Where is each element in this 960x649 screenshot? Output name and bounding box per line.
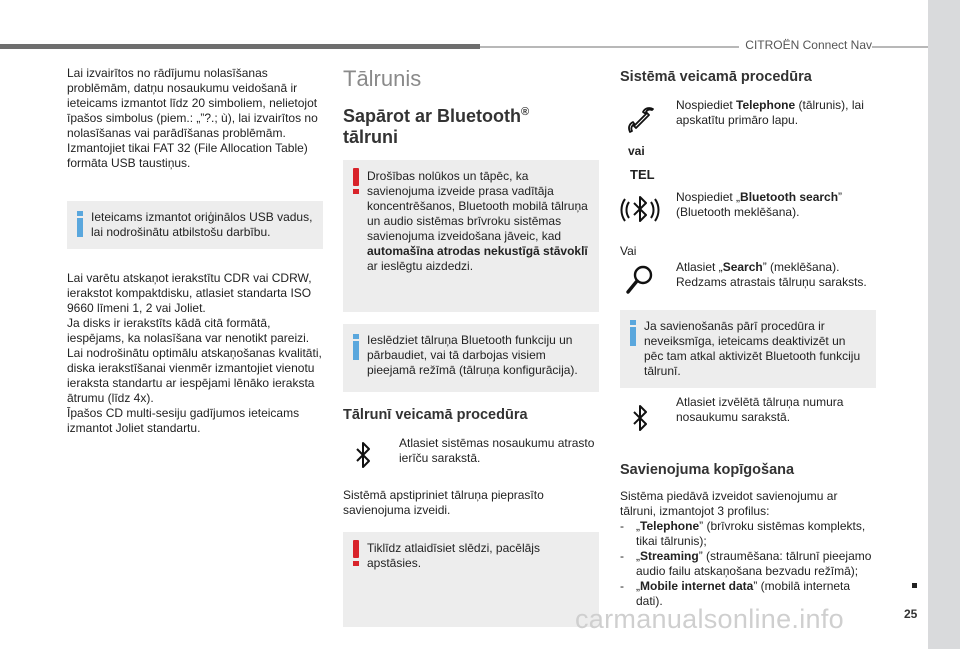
quote-open: „ [636,519,640,533]
column-3 [620,68,876,609]
bluetooth-icon [343,436,383,476]
info-icon [75,211,85,237]
sharing-title: Savienojuma kopīgošana [620,462,795,478]
profile-desc: ” (mobilā interneta dati). [636,579,851,608]
step-text-part: (tālrunis), lai apskatītu primāro lapu. [676,98,864,127]
header-rule-dark [0,44,480,49]
step-row [343,436,599,476]
watermark: carmanualsonline.info [575,604,844,634]
step-text-bold: Search [722,260,763,274]
step-row [620,98,876,144]
step-text-part: Atlasiet „ [676,260,723,274]
heading-line-1: Sapārot ar Bluetooth [343,106,522,126]
list-item [620,519,876,549]
profile-desc: ” (straumēšana: tālrunī pieejamo audio failu atskaņošana bezvadu režīmā); [636,549,872,578]
paragraph: Izmantojiet tikai FAT 32 (File Allocation Table) formāta USB taustiņus. [67,141,308,170]
profile-name: Streaming [640,549,699,563]
bluetooth-icon [620,399,660,439]
profile-desc: ” (brīvroku sistēmas komplekts, tikai tālrunis); [636,519,866,548]
warning-bold-text: automašīna atrodas nekustīgā stāvoklī [367,244,588,258]
warning-box [343,160,599,312]
page-number: 25 [904,607,918,621]
section-title: Tālrunis [343,66,422,91]
or-label: vai [628,144,645,158]
profile-name: Mobile internet data [640,579,754,593]
step-row [620,395,876,435]
info-icon [351,334,361,360]
warning-text-tail: ar ieslēgtu aizdedzi. [367,259,474,273]
info-icon [628,320,638,346]
paragraph: Ja disks ir ierakstīts kādā citā formātā, iespējams, ka nolasīšana var nenotikt pareizi. [67,316,310,345]
list-dash: - [620,519,624,533]
warning-icon [351,540,361,566]
warning-box [343,532,599,627]
paragraph: Lai izvairītos no rādījumu nolasīšanas problēmām, datņu nosaukumu veidošanā ir ieteicams izmantot līdz 20 simboliem, nelietojot īpašos simbolus (piem.: „”?.; ù), lai izvairītos no nolasīšanas vai parādīšanas problēmām. [67,66,318,140]
page-marker [912,583,917,588]
step-text-part: Nospiediet [676,98,737,112]
step-text-bold: Telephone [736,98,796,112]
info-box [620,310,876,388]
warning-text: Drošības nolūkos un tāpēc, ka savienojuma izveide prasa vadītāja koncentrēšanos, Bluetooth mobilā tālruņa un audio sistēmas brīvroku sistēmas savienojuma izveidošana jāveic, kad [367,169,588,243]
or-label: Vai [620,244,637,258]
warning-icon [351,168,361,194]
warning-text: Tiklīdz atlaidīsiet slēdzi, pacēlājs apstāsies. [367,541,540,570]
step-text-part: ” (Bluetooth meklēšana). [676,190,843,219]
bluetooth-search-icon [620,190,660,230]
info-box [67,201,323,249]
heading-line-2: tālruni [343,127,399,147]
column-2 [343,66,599,627]
column-1 [67,66,323,436]
system-procedure-title: Sistēmā veicamā procedūra [620,69,812,85]
profile-name: Telephone [640,519,700,533]
tel-label: TEL [630,167,655,182]
sharing-intro: Sistēma piedāvā izveidot savienojumu ar tālruni, izmantojot 3 profilus: [620,489,838,518]
list-item [620,549,876,579]
step-text: Atlasiet sistēmas nosaukumu atrasto ierīču sarakstā. [399,436,595,465]
registered-mark: ® [521,106,530,118]
info-box [343,324,599,392]
info-text: Ieteicams izmantot oriģinālos USB vadus, lai nodrošinātu atbilstošu darbību. [91,210,313,239]
step-text-bold: Bluetooth search [740,190,839,204]
info-text: Ja savienošanās pārī procedūra ir neveiksmīga, ieteicams deaktivizēt un pēc tam atkal aktivizēt Bluetooth funkciju tālrunī. [644,319,861,378]
step-row [620,190,876,230]
step-text [676,260,876,290]
quote-open: „ [636,579,640,593]
step-text-part: Nospiediet „ [676,190,741,204]
search-icon [620,260,660,300]
step-row [620,260,876,306]
paragraph: Sistēmā apstipriniet tālruņa pieprasīto savienojuma izveidi. [343,488,544,517]
step-text [676,98,876,128]
side-tab-strip [928,0,960,649]
heading-bluetooth-pairing [343,102,599,148]
quote-open: „ [636,549,640,563]
list-dash: - [620,579,624,593]
header-title: CITROËN Connect Nav [739,38,872,53]
profile-list [620,519,876,609]
phone-procedure-title: Tālrunī veicamā procedūra [343,407,528,423]
paragraph: Lai nodrošinātu optimālu atskaņošanas kvalitāti, diska ierakstīšanai vienmēr izmantojiet vienotu ieraksta standartu ar iespējami lēnāko ieraksta ātrumu (līdz 4x). [67,346,322,405]
step-text: Atlasiet izvēlētā tālruņa numura nosaukumu sarakstā. [676,395,844,424]
list-dash: - [620,549,624,563]
info-text: Ieslēdziet tālruņa Bluetooth funkciju un pārbaudiet, vai tā darbojas visiem pieejamā režīmā (tālruņa konfigurācija). [367,333,578,377]
paragraph: Lai varētu atskaņot ierakstītu CDR vai CDRW, ierakstot kompaktdisku, atlasiet standarta ISO 9660 līmeni 1, 2 vai Joliet. [67,271,312,315]
step-text-part: ” (meklēšana). Redzams atrastais tālruņu saraksts. [676,260,867,289]
paragraph: Īpašos CD multi-sesiju gadījumos ieteicams izmantot Joliet standartu. [67,406,300,435]
phone-handset-icon [620,100,660,140]
step-text [676,190,876,220]
